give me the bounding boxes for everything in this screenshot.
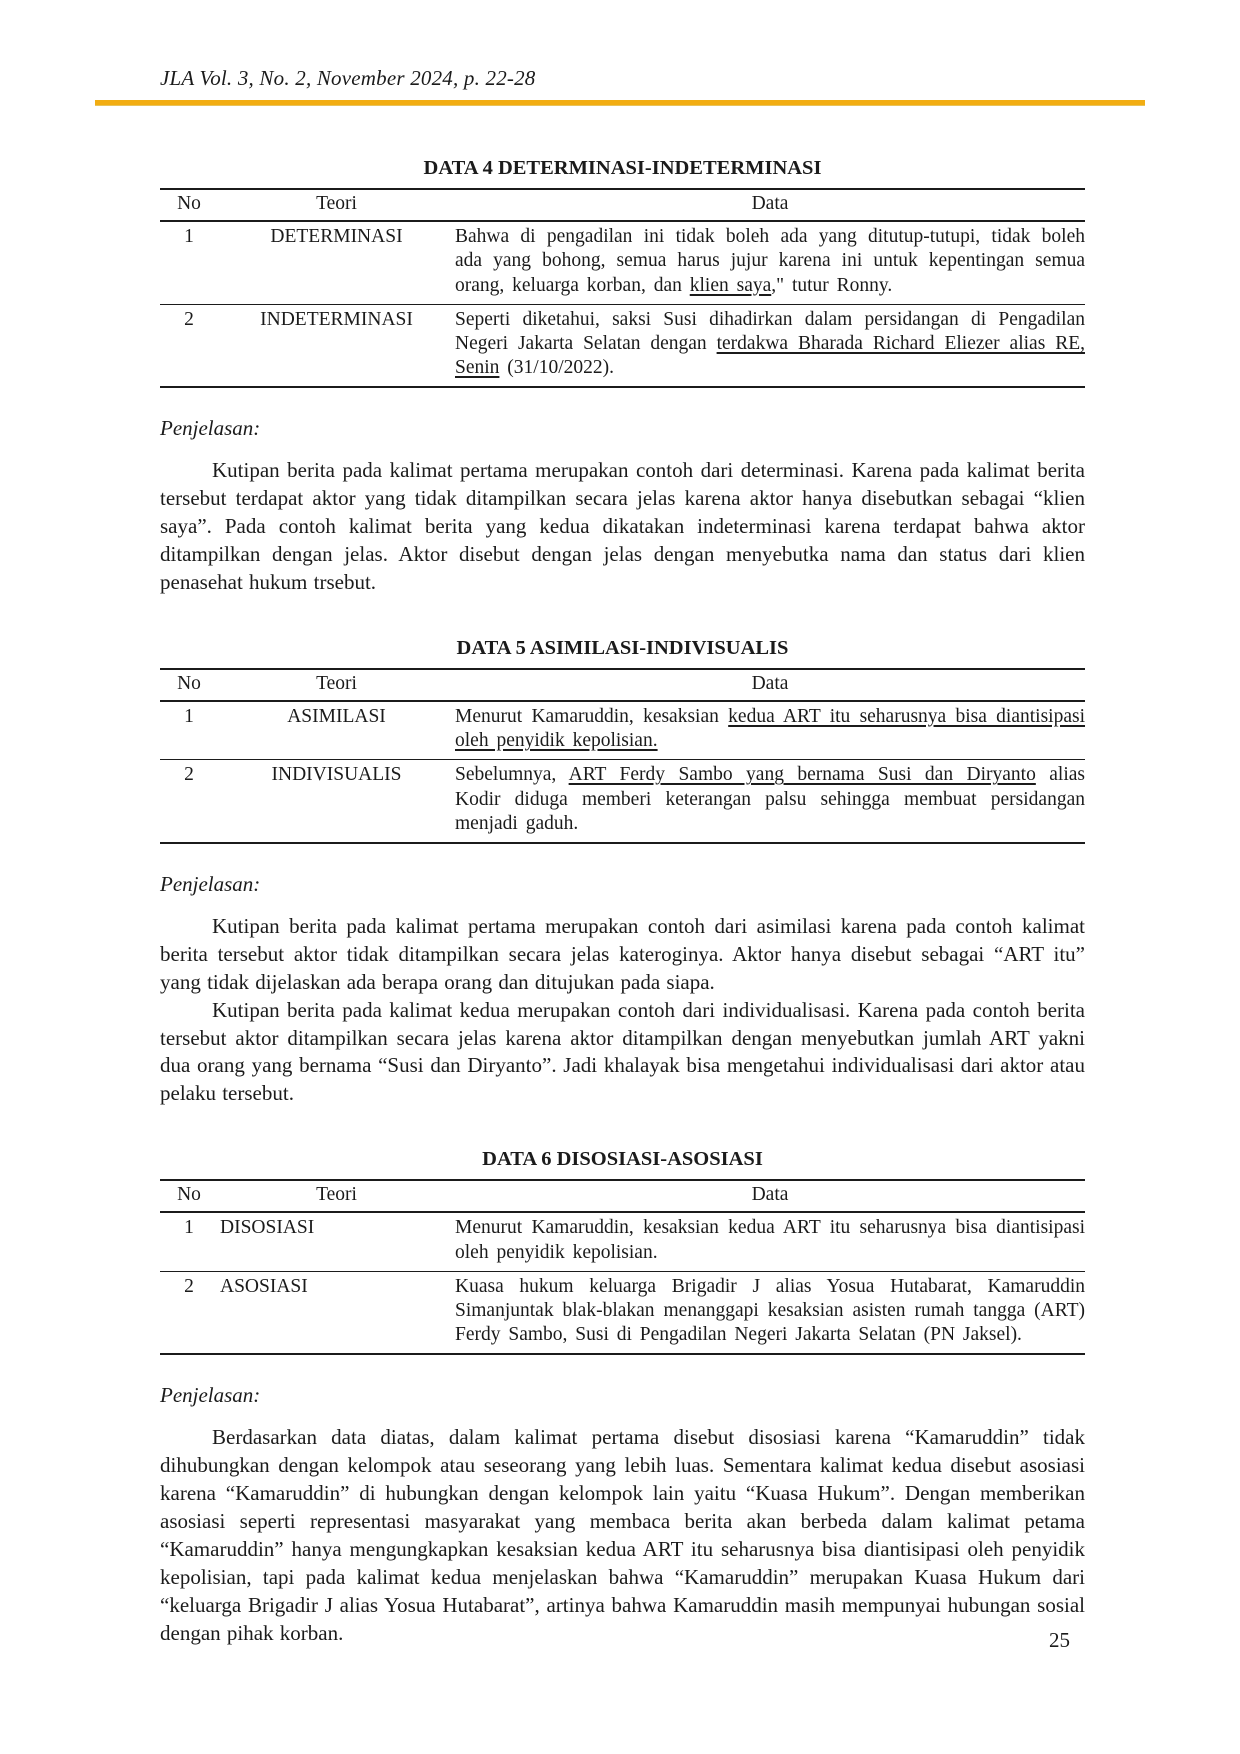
data-text-segment: Bahwa di pengadilan ini tidak boleh ada yang ditutup-tutupi, tidak boleh ada yang bohong, semua harus jujur karena ini untuk kepentingan semua orang, keluarga korban, dan [455,226,1085,296]
cell-no: 1 [184,705,194,727]
data-text-segment: ," tutur Ronny. [771,274,893,296]
table-header-row [160,189,1085,221]
table-row [160,221,1085,304]
explanation-paragraph: Kutipan berita pada kalimat pertama merupakan contoh dari determinasi. Karena pada kalimat berita tersebut terdapat aktor yang tidak ditampilkan secara jelas karena aktor hanya disebutkan sebagai “klien saya”. Pada contoh kalimat berita yang kedua dikatakan indeterminasi karena terdapat bahwa aktor ditampilkan dengan jelas. Aktor disebut dengan jelas dengan menyebutka nama dan status dari klien penasehat hukum trsebut. [160,458,1085,594]
penjelasan-label: Penjelasan: [160,416,261,441]
cell-teori: INDIVISUALIS [218,760,455,843]
section-data-4 [160,157,1085,597]
column-header-no: No [160,1180,218,1212]
cell-no: 2 [160,1271,218,1354]
data-text-segment: klien saya [689,274,772,296]
page-number: 25 [1049,1628,1070,1652]
column-header-teori: Teori [218,189,455,221]
table-row [160,1212,1085,1271]
data-text-segment: (31/10/2022). [499,357,614,379]
analysis-table [160,188,1085,388]
explanation-paragraph: Kutipan berita pada kalimat kedua merupakan contoh dari individualisasi. Karena pada contoh berita tersebut aktor ditampilkan secara jelas karena aktor ditampilkan dengan menyebutkan jumlah ART yakni dua orang yang bernama “Susi dan Diryanto”. Jadi khalayak bisa mengetahui individualisasi dari aktor atau pelaku tersebut. [160,997,1085,1106]
data-text-segment: Kuasa hukum keluarga Brigadir J alias Yosua Hutabarat, Kamaruddin Simanjuntak blak-blakan menanggapi kesaksian asisten rumah tangga (ART) Ferdy Sambo, Susi di Pengadilan Negeri Jakarta Selatan (PN Jaksel). [455,1275,1085,1346]
document-content [160,157,1085,1648]
table-body [160,701,1085,843]
section-data-5 [160,637,1085,1108]
table-title: DATA 4 DETERMINASI-INDETERMINASI [423,157,822,179]
data-text-segment: Sebelumnya, [455,764,569,786]
header-rule [95,100,1145,105]
section-data-6 [160,1148,1085,1647]
cell-no: 1 [184,1217,194,1239]
cell-data [455,304,1085,387]
explanation-paragraph: Kutipan berita pada kalimat pertama merupakan contoh dari asimilasi karena pada contoh kalimat berita tersebut aktor tidak ditampilkan secara jelas kateroginya. Aktor hanya disebut sebagai “ART itu” yang tidak dijelaskan ada berapa orang dan ditujukan pada siapa. [160,913,1085,994]
column-header-teori: Teori [218,669,455,701]
cell-no: 2 [160,304,218,387]
table-head [160,669,1085,701]
cell-teori: ASIMILASI [287,705,386,727]
explanation-paragraph: Berdasarkan data diatas, dalam kalimat pertama disebut disosiasi karena “Kamaruddin” tidak dihubungkan dengan kelompok atau seseorang yang lebih luas. Sementara kalimat kedua disebut asosiasi karena “Kamaruddin” di hubungkan dengan kelompok lain yaitu “Kuasa Hukum”. Dengan memberikan asosiasi seperti representasi masyarakat yang membaca berita akan berbeda dalam kalimat petama “Kamaruddin” hanya mengungkapkan kesaksian kedua ART itu seharusnya bisa diantisipasi oleh penyidik kepolisian, tapi pada kalimat kedua menjelaskan bahwa “Kamaruddin” merupakan Kuasa Hukum dari “keluarga Brigadir J alias Yosua Hutabarat”, artinya bahwa Kamaruddin masih mempunyai hubungan sosial dengan pihak korban. [160,1425,1085,1645]
table-row [160,1271,1085,1354]
cell-no: 2 [160,760,218,843]
data-text-segment: Menurut Kamaruddin, kesaksian kedua ART itu seharusnya bisa diantisipasi oleh penyidik kepolisian. [455,1217,1085,1263]
column-header-data: Data [455,1180,1085,1212]
table-header-row [160,1180,1085,1212]
data-text-segment: terdakwa Bharada Richard Eliezer alias RE, Senin [455,332,1085,379]
data-text-segment: alias Kodir diduga memberi keterangan palsu sehingga membuat persidangan menjadi gaduh. [455,764,1086,834]
cell-data [455,1271,1085,1354]
table-body [160,1212,1085,1354]
cell-data [455,221,1085,304]
cell-data [455,760,1085,843]
page-header [160,66,1085,105]
cell-data [455,1212,1085,1271]
table-row [160,701,1085,760]
table-title: DATA 6 DISOSIASI-ASOSIASI [482,1148,763,1171]
column-header-no: No [160,189,218,221]
data-text-segment: ART Ferdy Sambo yang bernama Susi dan Diryanto [568,764,1036,786]
cell-teori: DISOSIASI [220,1217,315,1239]
table-row [160,760,1085,843]
penjelasan-label: Penjelasan: [160,1383,261,1408]
analysis-table [160,1179,1085,1355]
data-text-segment: Menurut Kamaruddin, kesaksian [455,705,729,727]
column-header-data: Data [455,189,1085,221]
journal-running-head: JLA Vol. 3, No. 2, November 2024, p. 22-28 [160,66,536,90]
table-row [160,304,1085,387]
column-header-no: No [160,669,218,701]
cell-teori: INDETERMINASI [218,304,455,387]
column-header-teori: Teori [218,1180,455,1212]
cell-data [455,701,1085,760]
cell-teori: DETERMINASI [270,226,403,248]
table-header-row [160,669,1085,701]
analysis-table [160,668,1085,844]
cell-no: 1 [184,226,194,248]
penjelasan-label: Penjelasan: [160,871,261,896]
table-head [160,189,1085,221]
cell-teori: ASOSIASI [218,1271,455,1354]
data-text-segment: kedua ART itu seharusnya bisa diantisipasi oleh penyidik kepolisian. [455,705,1086,752]
column-header-data: Data [455,669,1085,701]
table-title: DATA 5 ASIMILASI-INDIVISUALIS [456,636,789,659]
data-text-segment: Seperti diketahui, saksi Susi dihadirkan dalam persidangan di Pengadilan Negeri Jakarta Selatan dengan [455,308,1085,354]
table-body [160,221,1085,387]
table-head [160,1180,1085,1212]
